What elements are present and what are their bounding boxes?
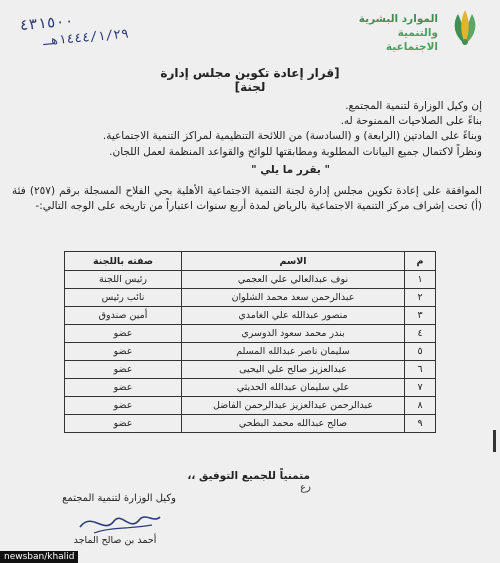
member-role: عضو (65, 379, 182, 397)
member-name: عبدالعزيز صالح علي اليحيى (182, 361, 405, 379)
table-row (65, 343, 436, 361)
row-number: ٢ (405, 289, 436, 307)
header-name: الاسم (182, 252, 405, 271)
table-row (65, 415, 436, 433)
member-role: عضو (65, 397, 182, 415)
preamble-line-1: إن وكيل الوزارة لتنمية المجتمع. (345, 100, 482, 112)
member-role: نائب رئيس (65, 289, 182, 307)
margin-mark (493, 430, 496, 452)
member-name: سليمان ناصر عبدالله المسلم (182, 343, 405, 361)
members-table (64, 251, 436, 433)
table-row (65, 397, 436, 415)
table-row (65, 289, 436, 307)
member-role: أمين صندوق (65, 307, 182, 325)
decision-title: [قرار إعادة تكوين مجلس إدارة لجنة] (160, 66, 340, 94)
table-row (65, 271, 436, 289)
decision-heading: " يقرر ما يلي " (251, 164, 330, 176)
table-header-row (65, 252, 436, 271)
signatory-name: أحمد بن صالح الماجد (73, 535, 157, 546)
row-number: ٤ (405, 325, 436, 343)
handwritten-initials: رع (299, 481, 312, 494)
ministry-name-line2: والتنمية الاجتماعية (385, 27, 438, 53)
member-name: عبدالرحمن عبدالعزيز عبدالرحمن الفاضل (182, 397, 405, 415)
member-role: عضو (65, 415, 182, 433)
row-number: ١ (405, 271, 436, 289)
preamble-line-4: ونظراً لاكتمال جميع البيانات المطلوبة ومطابقتها للوائح والقواعد المنظمة لعمل اللجان. (109, 146, 482, 158)
ministry-logo (354, 6, 486, 52)
member-name: بندر محمد سعود الدوسري (182, 325, 405, 343)
preamble-line-3: وبناءً على المادتين (الرابعة) و (السادسة) من اللائحة التنظيمية لمراكز التنمية الاجتماعية. (102, 130, 482, 142)
header-role: صفته باللجنة (65, 252, 182, 271)
member-name: نوف عبدالعالي علي العجمي (182, 271, 405, 289)
ministry-name (354, 12, 438, 54)
row-number: ٨ (405, 397, 436, 415)
table-row (65, 361, 436, 379)
source-watermark: newsban/khalid (0, 551, 78, 563)
preamble-line-2: بناءً على الصلاحيات الممنوحة له. (340, 115, 482, 127)
reference-number: ٤٣١٥٠٠ (18, 11, 75, 35)
ministry-emblem-icon (444, 6, 486, 48)
member-role: عضو (65, 325, 182, 343)
member-role: عضو (65, 361, 182, 379)
member-role: رئيس اللجنة (65, 271, 182, 289)
table-row (65, 379, 436, 397)
row-number: ٥ (405, 343, 436, 361)
header-number: م (405, 252, 436, 271)
member-name: منصور عبدالله علي الغامدي (182, 307, 405, 325)
member-role: عضو (65, 343, 182, 361)
row-number: ٩ (405, 415, 436, 433)
row-number: ٦ (405, 361, 436, 379)
table-row (65, 325, 436, 343)
member-name: عبدالرحمن سعد محمد الشلوان (182, 289, 405, 307)
member-name: صالح عبدالله محمد البطحي (182, 415, 405, 433)
decision-paragraph: الموافقة على إعادة تكوين مجلس إدارة لجنة التنمية الاجتماعية الأهلية بحي الفلاح المسجلة برقم (٢٥٧) فئة (أ) تحت إشراف مركز التنمية الاجتماعية بالرياض لمدة أربع سنوات اعتباراً من تاريخه على الوجه التالي:- (12, 185, 482, 212)
row-number: ٧ (405, 379, 436, 397)
table-row (65, 307, 436, 325)
row-number: ٣ (405, 307, 436, 325)
signatory-title: وكيل الوزارة لتنمية المجتمع (62, 493, 176, 504)
closing-remark: متمنياً للجميع التوفيق ،، (187, 470, 310, 482)
handwritten-reference (19, 4, 162, 51)
member-name: علي سليمان عبدالله الحديثي (182, 379, 405, 397)
ministry-name-line1: الموارد البشرية (358, 13, 438, 25)
reference-date: ١٤٤٤/١/٢٩هـ (42, 26, 130, 50)
